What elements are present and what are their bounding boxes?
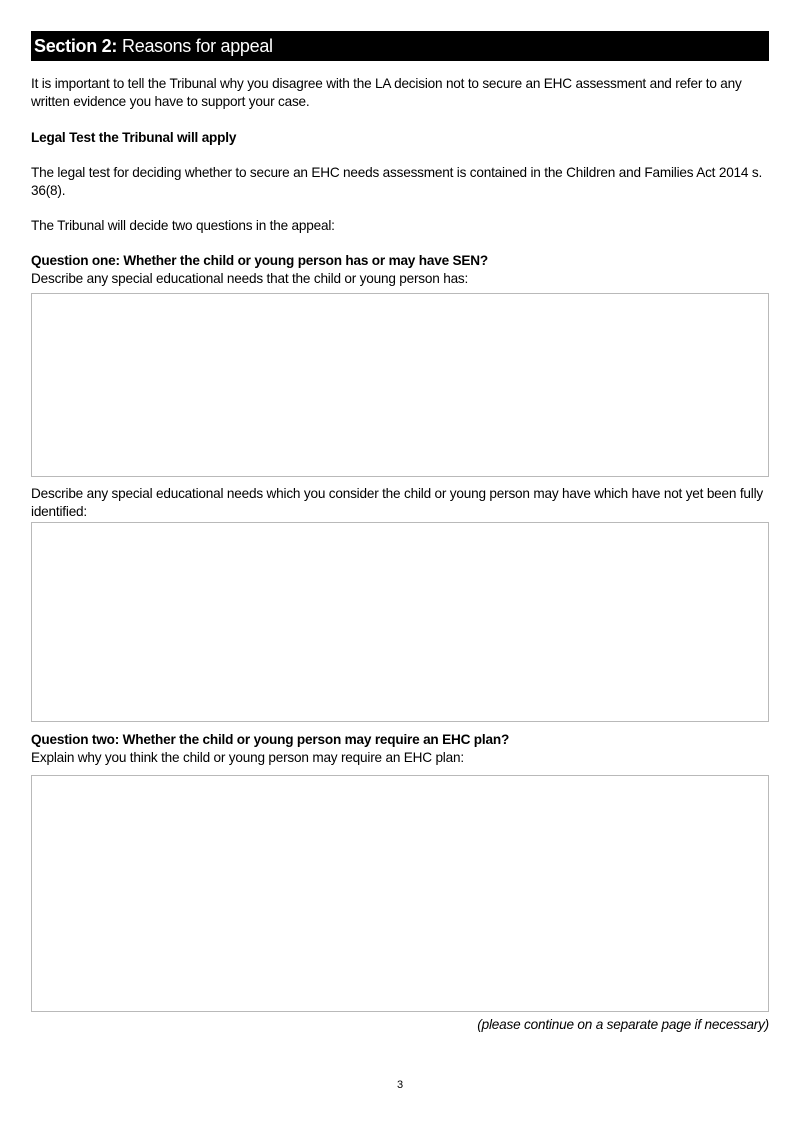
question-one-prompt-a: Describe any special educational needs that the child or young person has: <box>31 271 469 286</box>
intro-text: It is important to tell the Tribunal why you disagree with the LA decision not to secure an EHC assessment and refer to any written evidence you have to support your case. <box>31 76 742 109</box>
section-header <box>31 31 769 61</box>
question-two-prompt: Explain why you think the child or young person may require an EHC plan: <box>31 750 464 765</box>
legal-test-heading: Legal Test the Tribunal will apply <box>31 130 237 145</box>
two-questions-text: The Tribunal will decide two questions in the appeal: <box>31 218 335 233</box>
page-number: 3 <box>396 1079 404 1091</box>
unidentified-sen-field[interactable] <box>31 522 769 722</box>
question-one-heading: Question one: Whether the child or young person has or may have SEN? <box>31 253 488 268</box>
continue-note: (please continue on a separate page if necessary) <box>477 1017 769 1032</box>
legal-test-text: The legal test for deciding whether to secure an EHC needs assessment is contained in the Children and Families Act 2014 s. 36(8). <box>31 165 763 198</box>
sen-description-field[interactable] <box>31 293 769 477</box>
question-one-prompt-b: Describe any special educational needs which you consider the child or young person may have which have not yet been fully identified: <box>31 486 764 519</box>
section-number: Section 2: <box>34 35 118 56</box>
ehc-plan-reason-field[interactable] <box>31 775 769 1012</box>
section-title: Reasons for appeal <box>122 35 273 56</box>
question-two-heading: Question two: Whether the child or young person may require an EHC plan? <box>31 732 510 747</box>
form-page <box>31 31 769 1034</box>
